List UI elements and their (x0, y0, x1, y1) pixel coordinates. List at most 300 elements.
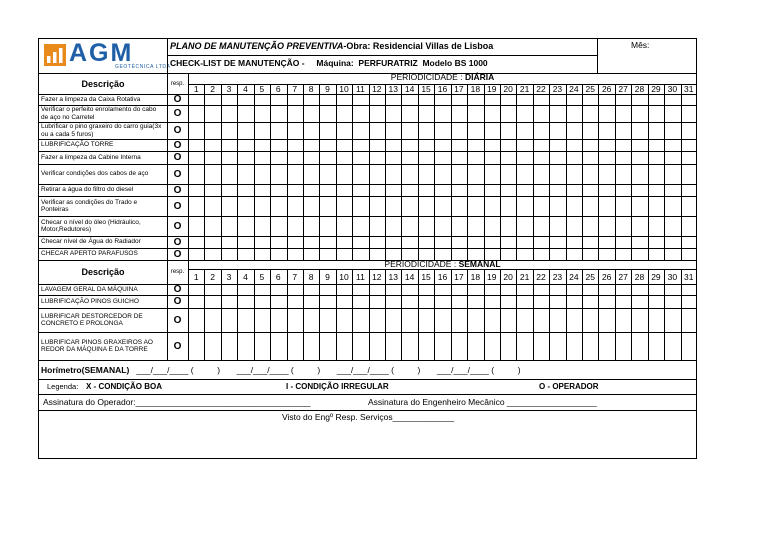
daily-day-checkbox[interactable] (385, 216, 401, 236)
weekly-day-checkbox[interactable] (631, 308, 647, 332)
weekly-day-checkbox[interactable] (204, 332, 220, 360)
daily-day-checkbox[interactable] (664, 151, 680, 164)
daily-day-checkbox[interactable] (516, 122, 532, 139)
weekly-day-checkbox[interactable] (566, 332, 582, 360)
daily-day-checkbox[interactable] (204, 122, 220, 139)
daily-day-checkbox[interactable] (352, 196, 368, 216)
weekly-day-checkbox[interactable] (401, 332, 417, 360)
daily-day-checkbox[interactable] (566, 164, 582, 184)
weekly-day-checkbox[interactable] (549, 295, 565, 308)
daily-day-checkbox[interactable] (352, 184, 368, 196)
daily-day-checkbox[interactable] (336, 216, 352, 236)
weekly-day-checkbox[interactable] (615, 308, 631, 332)
daily-day-checkbox[interactable] (664, 196, 680, 216)
weekly-day-checkbox[interactable] (401, 295, 417, 308)
daily-day-checkbox[interactable] (254, 139, 270, 151)
daily-day-checkbox[interactable] (254, 216, 270, 236)
weekly-day-checkbox[interactable] (451, 308, 467, 332)
daily-day-checkbox[interactable] (401, 216, 417, 236)
daily-day-checkbox[interactable] (270, 236, 286, 248)
daily-day-checkbox[interactable] (221, 151, 237, 164)
weekly-day-checkbox[interactable] (352, 284, 368, 295)
daily-day-checkbox[interactable] (566, 94, 582, 105)
weekly-day-checkbox[interactable] (254, 295, 270, 308)
weekly-day-checkbox[interactable] (500, 284, 516, 295)
daily-day-checkbox[interactable] (287, 122, 303, 139)
daily-day-checkbox[interactable] (385, 122, 401, 139)
daily-day-checkbox[interactable] (352, 139, 368, 151)
weekly-day-checkbox[interactable] (221, 284, 237, 295)
weekly-day-checkbox[interactable] (237, 295, 253, 308)
daily-day-checkbox[interactable] (221, 236, 237, 248)
daily-day-checkbox[interactable] (336, 164, 352, 184)
daily-day-checkbox[interactable] (451, 236, 467, 248)
daily-day-checkbox[interactable] (204, 151, 220, 164)
daily-day-checkbox[interactable] (204, 164, 220, 184)
daily-day-checkbox[interactable] (237, 139, 253, 151)
daily-day-checkbox[interactable] (549, 216, 565, 236)
daily-day-checkbox[interactable] (566, 216, 582, 236)
daily-day-checkbox[interactable] (631, 196, 647, 216)
daily-day-checkbox[interactable] (631, 236, 647, 248)
daily-day-checkbox[interactable] (270, 139, 286, 151)
daily-day-checkbox[interactable] (303, 105, 319, 122)
daily-day-checkbox[interactable] (467, 216, 483, 236)
weekly-day-checkbox[interactable] (582, 332, 598, 360)
weekly-day-checkbox[interactable] (204, 308, 220, 332)
daily-day-checkbox[interactable] (664, 184, 680, 196)
daily-day-checkbox[interactable] (401, 122, 417, 139)
weekly-day-checkbox[interactable] (352, 308, 368, 332)
weekly-day-checkbox[interactable] (369, 308, 385, 332)
daily-day-checkbox[interactable] (303, 236, 319, 248)
daily-day-checkbox[interactable] (270, 216, 286, 236)
daily-day-checkbox[interactable] (516, 151, 532, 164)
daily-day-checkbox[interactable] (319, 196, 335, 216)
daily-day-checkbox[interactable] (500, 196, 516, 216)
daily-day-checkbox[interactable] (566, 236, 582, 248)
weekly-day-checkbox[interactable] (254, 308, 270, 332)
daily-day-checkbox[interactable] (566, 139, 582, 151)
weekly-day-checkbox[interactable] (221, 332, 237, 360)
daily-day-checkbox[interactable] (434, 94, 450, 105)
daily-day-checkbox[interactable] (369, 184, 385, 196)
weekly-day-checkbox[interactable] (484, 332, 500, 360)
daily-day-checkbox[interactable] (533, 139, 549, 151)
weekly-day-checkbox[interactable] (467, 295, 483, 308)
daily-day-checkbox[interactable] (401, 184, 417, 196)
daily-day-checkbox[interactable] (516, 105, 532, 122)
daily-day-checkbox[interactable] (451, 196, 467, 216)
daily-day-checkbox[interactable] (188, 151, 204, 164)
weekly-day-checkbox[interactable] (188, 284, 204, 295)
daily-day-checkbox[interactable] (369, 236, 385, 248)
daily-day-checkbox[interactable] (385, 151, 401, 164)
daily-day-checkbox[interactable] (598, 164, 614, 184)
daily-day-checkbox[interactable] (598, 216, 614, 236)
daily-day-checkbox[interactable] (681, 139, 697, 151)
daily-day-checkbox[interactable] (500, 236, 516, 248)
daily-day-checkbox[interactable] (582, 216, 598, 236)
daily-day-checkbox[interactable] (434, 122, 450, 139)
daily-day-checkbox[interactable] (664, 236, 680, 248)
daily-day-checkbox[interactable] (615, 236, 631, 248)
daily-day-checkbox[interactable] (467, 94, 483, 105)
daily-day-checkbox[interactable] (401, 151, 417, 164)
daily-day-checkbox[interactable] (615, 196, 631, 216)
daily-day-checkbox[interactable] (516, 196, 532, 216)
daily-day-checkbox[interactable] (319, 151, 335, 164)
daily-day-checkbox[interactable] (681, 236, 697, 248)
daily-day-checkbox[interactable] (352, 105, 368, 122)
daily-day-checkbox[interactable] (418, 196, 434, 216)
daily-day-checkbox[interactable] (582, 184, 598, 196)
daily-day-checkbox[interactable] (484, 164, 500, 184)
daily-day-checkbox[interactable] (204, 236, 220, 248)
daily-day-checkbox[interactable] (303, 94, 319, 105)
weekly-day-checkbox[interactable] (418, 332, 434, 360)
daily-day-checkbox[interactable] (418, 216, 434, 236)
daily-day-checkbox[interactable] (467, 139, 483, 151)
daily-day-checkbox[interactable] (582, 164, 598, 184)
weekly-day-checkbox[interactable] (500, 295, 516, 308)
weekly-day-checkbox[interactable] (303, 308, 319, 332)
weekly-day-checkbox[interactable] (434, 332, 450, 360)
daily-day-checkbox[interactable] (582, 105, 598, 122)
weekly-day-checkbox[interactable] (451, 332, 467, 360)
daily-day-checkbox[interactable] (204, 105, 220, 122)
daily-day-checkbox[interactable] (221, 184, 237, 196)
daily-day-checkbox[interactable] (681, 151, 697, 164)
daily-day-checkbox[interactable] (287, 164, 303, 184)
daily-day-checkbox[interactable] (500, 122, 516, 139)
weekly-day-checkbox[interactable] (303, 284, 319, 295)
daily-day-checkbox[interactable] (648, 184, 664, 196)
visto-signature[interactable]: Visto do Engº Resp. Serviços_____________ (281, 412, 455, 422)
weekly-day-checkbox[interactable] (319, 308, 335, 332)
daily-day-checkbox[interactable] (484, 105, 500, 122)
weekly-day-checkbox[interactable] (270, 308, 286, 332)
weekly-day-checkbox[interactable] (336, 295, 352, 308)
daily-day-checkbox[interactable] (204, 216, 220, 236)
weekly-day-checkbox[interactable] (484, 308, 500, 332)
daily-day-checkbox[interactable] (664, 105, 680, 122)
daily-day-checkbox[interactable] (533, 236, 549, 248)
daily-day-checkbox[interactable] (533, 94, 549, 105)
daily-day-checkbox[interactable] (451, 94, 467, 105)
daily-day-checkbox[interactable] (484, 196, 500, 216)
daily-day-checkbox[interactable] (664, 94, 680, 105)
weekly-day-checkbox[interactable] (566, 284, 582, 295)
daily-day-checkbox[interactable] (434, 105, 450, 122)
daily-day-checkbox[interactable] (401, 236, 417, 248)
horimetro-entry[interactable]: ___/___/____ ( ) (329, 364, 430, 375)
daily-day-checkbox[interactable] (369, 139, 385, 151)
daily-day-checkbox[interactable] (631, 139, 647, 151)
daily-day-checkbox[interactable] (566, 196, 582, 216)
daily-day-checkbox[interactable] (648, 236, 664, 248)
daily-day-checkbox[interactable] (434, 196, 450, 216)
daily-day-checkbox[interactable] (237, 151, 253, 164)
daily-day-checkbox[interactable] (352, 122, 368, 139)
daily-day-checkbox[interactable] (303, 196, 319, 216)
daily-day-checkbox[interactable] (549, 236, 565, 248)
horimetro-entry[interactable]: ___/___/____ ( ) (129, 364, 230, 375)
daily-day-checkbox[interactable] (188, 236, 204, 248)
daily-day-checkbox[interactable] (516, 164, 532, 184)
daily-day-checkbox[interactable] (598, 184, 614, 196)
daily-day-checkbox[interactable] (303, 139, 319, 151)
weekly-day-checkbox[interactable] (385, 308, 401, 332)
daily-day-checkbox[interactable] (270, 122, 286, 139)
daily-day-checkbox[interactable] (188, 164, 204, 184)
daily-day-checkbox[interactable] (451, 184, 467, 196)
weekly-day-checkbox[interactable] (467, 308, 483, 332)
daily-day-checkbox[interactable] (549, 105, 565, 122)
daily-day-checkbox[interactable] (549, 122, 565, 139)
weekly-day-checkbox[interactable] (598, 308, 614, 332)
weekly-day-checkbox[interactable] (648, 308, 664, 332)
daily-day-checkbox[interactable] (533, 216, 549, 236)
daily-day-checkbox[interactable] (516, 216, 532, 236)
weekly-day-checkbox[interactable] (237, 308, 253, 332)
daily-day-checkbox[interactable] (319, 105, 335, 122)
daily-day-checkbox[interactable] (516, 94, 532, 105)
daily-day-checkbox[interactable] (500, 139, 516, 151)
daily-day-checkbox[interactable] (221, 216, 237, 236)
daily-day-checkbox[interactable] (336, 139, 352, 151)
daily-day-checkbox[interactable] (369, 94, 385, 105)
weekly-day-checkbox[interactable] (254, 332, 270, 360)
daily-day-checkbox[interactable] (221, 105, 237, 122)
daily-day-checkbox[interactable] (681, 184, 697, 196)
daily-day-checkbox[interactable] (385, 196, 401, 216)
daily-day-checkbox[interactable] (254, 94, 270, 105)
daily-day-checkbox[interactable] (467, 151, 483, 164)
daily-day-checkbox[interactable] (582, 151, 598, 164)
daily-day-checkbox[interactable] (336, 105, 352, 122)
daily-day-checkbox[interactable] (287, 94, 303, 105)
weekly-day-checkbox[interactable] (352, 332, 368, 360)
weekly-day-checkbox[interactable] (254, 284, 270, 295)
weekly-day-checkbox[interactable] (516, 308, 532, 332)
daily-day-checkbox[interactable] (451, 105, 467, 122)
daily-day-checkbox[interactable] (221, 164, 237, 184)
daily-day-checkbox[interactable] (303, 164, 319, 184)
weekly-day-checkbox[interactable] (549, 284, 565, 295)
weekly-day-checkbox[interactable] (484, 295, 500, 308)
daily-day-checkbox[interactable] (533, 164, 549, 184)
daily-day-checkbox[interactable] (615, 122, 631, 139)
daily-day-checkbox[interactable] (648, 151, 664, 164)
daily-day-checkbox[interactable] (369, 216, 385, 236)
daily-day-checkbox[interactable] (500, 216, 516, 236)
daily-day-checkbox[interactable] (582, 139, 598, 151)
daily-day-checkbox[interactable] (204, 139, 220, 151)
daily-day-checkbox[interactable] (319, 122, 335, 139)
daily-day-checkbox[interactable] (615, 164, 631, 184)
daily-day-checkbox[interactable] (287, 105, 303, 122)
daily-day-checkbox[interactable] (401, 196, 417, 216)
daily-day-checkbox[interactable] (549, 151, 565, 164)
daily-day-checkbox[interactable] (401, 164, 417, 184)
daily-day-checkbox[interactable] (533, 184, 549, 196)
weekly-day-checkbox[interactable] (385, 284, 401, 295)
weekly-day-checkbox[interactable] (401, 284, 417, 295)
daily-day-checkbox[interactable] (418, 122, 434, 139)
daily-day-checkbox[interactable] (237, 164, 253, 184)
weekly-day-checkbox[interactable] (664, 308, 680, 332)
daily-day-checkbox[interactable] (188, 196, 204, 216)
weekly-day-checkbox[interactable] (336, 308, 352, 332)
weekly-day-checkbox[interactable] (221, 308, 237, 332)
daily-day-checkbox[interactable] (254, 164, 270, 184)
daily-day-checkbox[interactable] (319, 139, 335, 151)
daily-day-checkbox[interactable] (500, 151, 516, 164)
daily-day-checkbox[interactable] (549, 94, 565, 105)
weekly-day-checkbox[interactable] (500, 332, 516, 360)
engineer-signature[interactable]: Assinatura do Engenheiro Mecânico ___________________ (368, 397, 597, 407)
weekly-day-checkbox[interactable] (582, 308, 598, 332)
weekly-day-checkbox[interactable] (221, 295, 237, 308)
daily-day-checkbox[interactable] (598, 94, 614, 105)
daily-day-checkbox[interactable] (664, 164, 680, 184)
daily-day-checkbox[interactable] (566, 184, 582, 196)
daily-day-checkbox[interactable] (303, 216, 319, 236)
daily-day-checkbox[interactable] (418, 151, 434, 164)
daily-day-checkbox[interactable] (467, 236, 483, 248)
daily-day-checkbox[interactable] (484, 184, 500, 196)
daily-day-checkbox[interactable] (434, 164, 450, 184)
daily-day-checkbox[interactable] (237, 236, 253, 248)
daily-day-checkbox[interactable] (516, 139, 532, 151)
weekly-day-checkbox[interactable] (418, 284, 434, 295)
daily-day-checkbox[interactable] (467, 164, 483, 184)
daily-day-checkbox[interactable] (237, 184, 253, 196)
daily-day-checkbox[interactable] (336, 236, 352, 248)
daily-day-checkbox[interactable] (204, 94, 220, 105)
weekly-day-checkbox[interactable] (467, 332, 483, 360)
weekly-day-checkbox[interactable] (615, 284, 631, 295)
weekly-day-checkbox[interactable] (533, 332, 549, 360)
daily-day-checkbox[interactable] (401, 94, 417, 105)
weekly-day-checkbox[interactable] (681, 295, 697, 308)
daily-day-checkbox[interactable] (484, 151, 500, 164)
daily-day-checkbox[interactable] (254, 122, 270, 139)
weekly-day-checkbox[interactable] (615, 332, 631, 360)
daily-day-checkbox[interactable] (237, 122, 253, 139)
daily-day-checkbox[interactable] (237, 94, 253, 105)
daily-day-checkbox[interactable] (681, 122, 697, 139)
weekly-day-checkbox[interactable] (287, 295, 303, 308)
weekly-day-checkbox[interactable] (631, 284, 647, 295)
daily-day-checkbox[interactable] (369, 105, 385, 122)
daily-day-checkbox[interactable] (254, 105, 270, 122)
daily-day-checkbox[interactable] (598, 196, 614, 216)
weekly-day-checkbox[interactable] (369, 295, 385, 308)
daily-day-checkbox[interactable] (237, 196, 253, 216)
weekly-day-checkbox[interactable] (533, 295, 549, 308)
daily-day-checkbox[interactable] (254, 236, 270, 248)
daily-day-checkbox[interactable] (434, 216, 450, 236)
daily-day-checkbox[interactable] (319, 94, 335, 105)
daily-day-checkbox[interactable] (484, 139, 500, 151)
daily-day-checkbox[interactable] (336, 94, 352, 105)
weekly-day-checkbox[interactable] (533, 284, 549, 295)
weekly-day-checkbox[interactable] (287, 332, 303, 360)
daily-day-checkbox[interactable] (270, 164, 286, 184)
weekly-day-checkbox[interactable] (648, 284, 664, 295)
daily-day-checkbox[interactable] (631, 151, 647, 164)
horimetro-entry[interactable]: ___/___/____ ( ) (229, 364, 330, 375)
daily-day-checkbox[interactable] (582, 196, 598, 216)
weekly-day-checkbox[interactable] (664, 295, 680, 308)
weekly-day-checkbox[interactable] (681, 308, 697, 332)
daily-day-checkbox[interactable] (549, 196, 565, 216)
daily-day-checkbox[interactable] (566, 122, 582, 139)
weekly-day-checkbox[interactable] (188, 308, 204, 332)
daily-day-checkbox[interactable] (500, 164, 516, 184)
daily-day-checkbox[interactable] (287, 139, 303, 151)
daily-day-checkbox[interactable] (484, 94, 500, 105)
weekly-day-checkbox[interactable] (237, 332, 253, 360)
daily-day-checkbox[interactable] (582, 122, 598, 139)
daily-day-checkbox[interactable] (500, 184, 516, 196)
daily-day-checkbox[interactable] (287, 216, 303, 236)
daily-day-checkbox[interactable] (336, 196, 352, 216)
daily-day-checkbox[interactable] (681, 105, 697, 122)
daily-day-checkbox[interactable] (533, 196, 549, 216)
daily-day-checkbox[interactable] (615, 216, 631, 236)
weekly-day-checkbox[interactable] (451, 284, 467, 295)
daily-day-checkbox[interactable] (270, 196, 286, 216)
weekly-day-checkbox[interactable] (582, 284, 598, 295)
weekly-day-checkbox[interactable] (516, 295, 532, 308)
daily-day-checkbox[interactable] (385, 139, 401, 151)
daily-day-checkbox[interactable] (303, 122, 319, 139)
weekly-day-checkbox[interactable] (385, 332, 401, 360)
daily-day-checkbox[interactable] (352, 94, 368, 105)
daily-day-checkbox[interactable] (319, 216, 335, 236)
daily-day-checkbox[interactable] (631, 105, 647, 122)
weekly-day-checkbox[interactable] (369, 284, 385, 295)
daily-day-checkbox[interactable] (549, 184, 565, 196)
daily-day-checkbox[interactable] (582, 94, 598, 105)
daily-day-checkbox[interactable] (287, 236, 303, 248)
weekly-day-checkbox[interactable] (237, 284, 253, 295)
daily-day-checkbox[interactable] (188, 139, 204, 151)
daily-day-checkbox[interactable] (648, 105, 664, 122)
weekly-day-checkbox[interactable] (566, 308, 582, 332)
weekly-day-checkbox[interactable] (648, 332, 664, 360)
weekly-day-checkbox[interactable] (352, 295, 368, 308)
weekly-day-checkbox[interactable] (401, 308, 417, 332)
daily-day-checkbox[interactable] (467, 105, 483, 122)
daily-day-checkbox[interactable] (681, 216, 697, 236)
daily-day-checkbox[interactable] (664, 139, 680, 151)
weekly-day-checkbox[interactable] (418, 295, 434, 308)
weekly-day-checkbox[interactable] (500, 308, 516, 332)
weekly-day-checkbox[interactable] (385, 295, 401, 308)
daily-day-checkbox[interactable] (188, 122, 204, 139)
weekly-day-checkbox[interactable] (664, 332, 680, 360)
weekly-day-checkbox[interactable] (336, 332, 352, 360)
weekly-day-checkbox[interactable] (516, 284, 532, 295)
weekly-day-checkbox[interactable] (516, 332, 532, 360)
daily-day-checkbox[interactable] (352, 236, 368, 248)
daily-day-checkbox[interactable] (648, 94, 664, 105)
weekly-day-checkbox[interactable] (270, 295, 286, 308)
